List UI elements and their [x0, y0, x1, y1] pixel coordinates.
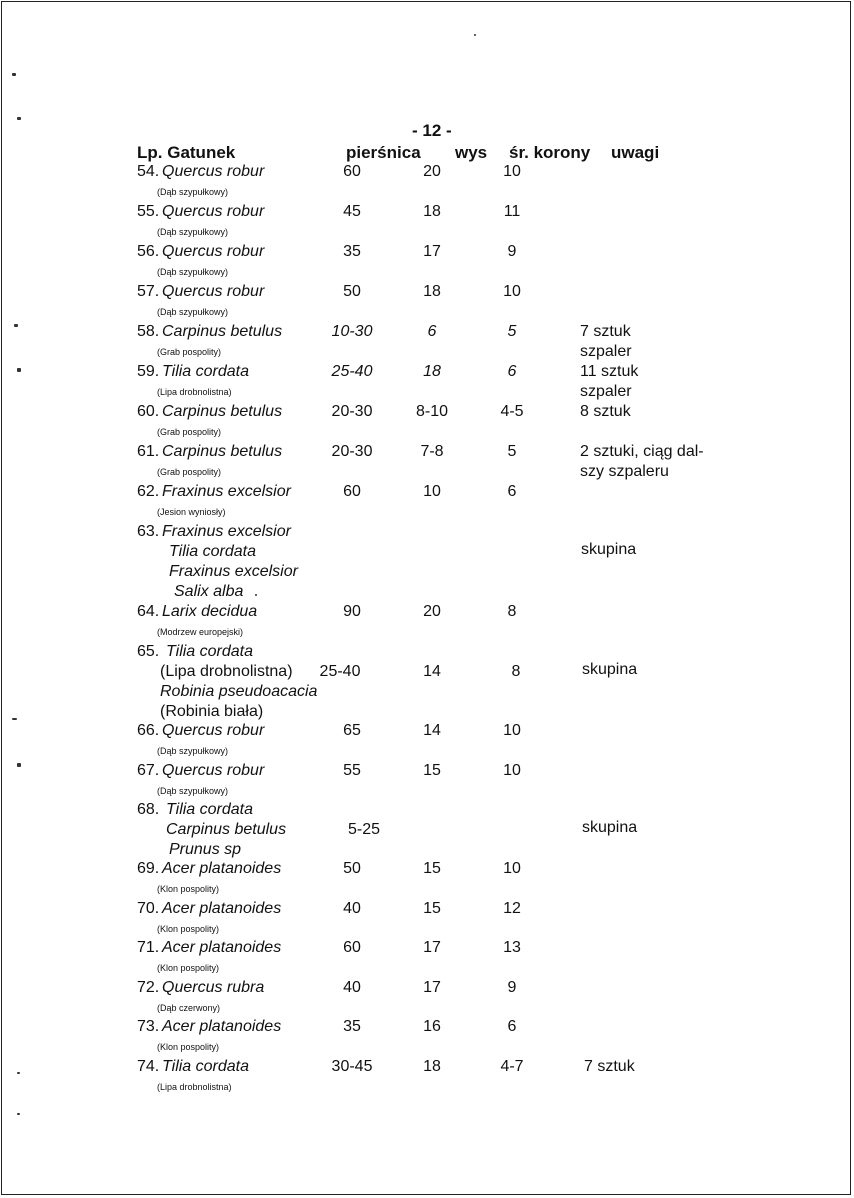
- uwagi-note: 8 sztuk: [580, 403, 631, 420]
- piersnica-value: 60: [343, 483, 361, 500]
- species-common-name: (Lipa drobnolistna): [157, 387, 232, 397]
- species-common-name: (Jesion wyniosły): [157, 507, 226, 517]
- species-latin-name: Quercus robur: [162, 283, 265, 300]
- uwagi-note: szpaler: [580, 383, 632, 400]
- species-common-name: (Dąb szypułkowy): [157, 786, 229, 796]
- species-latin-name: Larix decidua: [162, 603, 258, 620]
- row-number: 70.: [137, 899, 160, 917]
- scan-speck: [17, 1113, 20, 1115]
- korony-value: 12: [503, 899, 521, 917]
- species-common-name: (Dąb szypułkowy): [157, 227, 229, 237]
- korony-value: 10: [503, 163, 521, 180]
- korony-value: 4-5: [500, 403, 524, 420]
- scan-speck: [14, 324, 18, 327]
- uwagi-note: szy szpaleru: [580, 463, 669, 480]
- korony-value: 11: [503, 203, 521, 220]
- wys-value: 15: [423, 860, 441, 877]
- korony-value: 8: [507, 603, 517, 620]
- piersnica-value: 20-30: [331, 443, 373, 460]
- species-latin-name: Carpinus betulus: [162, 403, 283, 420]
- korony-value: 10: [503, 722, 521, 739]
- uwagi-note: 7 sztuk: [584, 1057, 635, 1075]
- row-number: 74.: [137, 1057, 160, 1075]
- species-latin-name: Quercus robur: [162, 762, 265, 779]
- species-common-name: (Klon pospolity): [157, 1042, 220, 1052]
- korony-value: 6: [507, 363, 517, 380]
- piersnica-value: 35: [343, 1018, 361, 1035]
- scan-speck: [474, 34, 476, 36]
- wys-value: 17: [423, 939, 441, 956]
- species-latin-name: Salix alba: [174, 583, 244, 600]
- header-wys: wys: [455, 143, 488, 162]
- row-number: 59.: [137, 363, 160, 380]
- species-common-name: (Klon pospolity): [157, 963, 220, 973]
- species-latin-name: Acer platanoides: [162, 939, 282, 956]
- species-common-name: (Dąb szypułkowy): [157, 267, 229, 277]
- piersnica-value: 5-25: [347, 821, 381, 838]
- species-latin-name: Fraxinus excelsior: [162, 523, 291, 540]
- korony-value: 13: [503, 939, 521, 956]
- korony-value: 6: [507, 483, 517, 500]
- wys-value: 7-8: [420, 443, 444, 460]
- uwagi-note: 11 sztuk: [580, 363, 639, 380]
- scan-speck: [12, 718, 17, 720]
- scan-speck: [17, 1072, 20, 1074]
- uwagi-note: 7 sztuk: [580, 323, 631, 340]
- page-border: [1, 1, 851, 1195]
- korony-value: 6: [507, 1018, 517, 1035]
- species-latin-name: Carpinus betulus: [162, 323, 283, 340]
- species-common-name: (Klon pospolity): [157, 923, 220, 934]
- row-number: 73.: [137, 1018, 160, 1035]
- wys-value: 16: [423, 1018, 441, 1035]
- species-common-name: (Modrzew europejski): [157, 627, 244, 637]
- wys-value: 18: [423, 363, 441, 380]
- row-number: 65.: [137, 643, 160, 660]
- wys-value: 14: [423, 722, 441, 739]
- row-number: 67.: [137, 762, 160, 779]
- page-number: - 12 -: [412, 121, 452, 140]
- piersnica-value: 40: [343, 899, 361, 917]
- species-common-name: (Grab pospolity): [157, 347, 222, 357]
- row-number: 64.: [137, 603, 160, 620]
- row-number: 61.: [137, 443, 160, 460]
- piersnica-value: 50: [343, 860, 361, 877]
- wys-value: 18: [423, 283, 441, 300]
- piersnica-value: 35: [343, 243, 361, 260]
- species-latin-name: Carpinus betulus: [166, 821, 287, 838]
- species-latin-name: Carpinus betulus: [162, 443, 283, 460]
- piersnica-value: 50: [343, 283, 361, 300]
- species-common-name: (Dąb szypułkowy): [157, 307, 229, 317]
- species-latin-name: Quercus robur: [162, 722, 265, 739]
- row-number: 58.: [137, 323, 160, 340]
- scan-speck: [17, 368, 21, 372]
- species-latin-name: Acer platanoides: [162, 899, 282, 917]
- species-latin-name: Quercus robur: [162, 203, 265, 220]
- uwagi-note: skupina: [582, 819, 638, 836]
- row-number: 60.: [137, 403, 160, 420]
- korony-value: 5: [507, 443, 517, 460]
- wys-value: 10: [423, 483, 441, 500]
- row-number: 63.: [137, 523, 160, 540]
- row-number: 57.: [137, 283, 160, 300]
- species-latin-name: Acer platanoides: [162, 1018, 282, 1035]
- row-number: 68.: [137, 801, 160, 818]
- row-number: 55.: [137, 203, 160, 220]
- species-latin-name: Quercus robur: [162, 243, 265, 260]
- row-number: 56.: [137, 243, 160, 260]
- scan-speck: [17, 763, 21, 767]
- uwagi-note: szpaler: [580, 343, 632, 360]
- wys-value: 20: [423, 603, 441, 620]
- species-latin-name: Robinia pseudoacacia: [160, 683, 318, 700]
- wys-value: 18: [423, 203, 441, 220]
- piersnica-value: 30-45: [331, 1057, 373, 1075]
- species-latin-name: Tilia cordata: [166, 801, 254, 818]
- piersnica-value: 60: [343, 163, 361, 180]
- korony-value: 10: [503, 762, 521, 779]
- species-latin-name: Tilia cordata: [166, 643, 254, 660]
- wys-value: 8-10: [415, 403, 449, 420]
- wys-value: 14: [423, 663, 441, 680]
- species-common-name: (Dąb szypułkowy): [157, 187, 229, 197]
- species-common-name: (Robinia biała): [160, 703, 264, 720]
- header-lp-gatunek: Lp. Gatunek: [137, 143, 236, 162]
- korony-value: 10: [503, 283, 521, 300]
- species-common-name: (Lipa drobnolistna): [157, 1081, 232, 1092]
- wys-value: 15: [423, 899, 441, 917]
- korony-value: 9: [507, 978, 517, 996]
- piersnica-value: 20-30: [331, 403, 373, 420]
- row-number: 72.: [137, 978, 160, 996]
- wys-value: 17: [423, 243, 441, 260]
- species-common-name: (Dąb szypułkowy): [157, 746, 229, 756]
- piersnica-value: 60: [343, 939, 361, 956]
- species-latin-name: Tilia cordata: [162, 363, 250, 380]
- header-uwagi: uwagi: [611, 143, 660, 162]
- row-number: 54.: [137, 163, 160, 180]
- uwagi-note: 2 sztuki, ciąg dal-: [580, 443, 704, 460]
- species-latin-name: Tilia cordata: [162, 1057, 250, 1075]
- korony-value: 9: [507, 243, 517, 260]
- scan-speck: [17, 117, 21, 120]
- piersnica-value: 55: [343, 762, 361, 779]
- wys-value: 20: [423, 163, 441, 180]
- piersnica-value: 25-40: [319, 663, 361, 680]
- uwagi-note: skupina: [582, 661, 638, 678]
- species-latin-name: Fraxinus excelsior: [169, 563, 298, 580]
- wys-value: 15: [423, 762, 441, 779]
- species-common-name: (Dąb czerwony): [157, 1002, 221, 1013]
- korony-value: 5: [507, 323, 517, 340]
- scan-speck: [12, 73, 16, 76]
- header-piersnica: pierśnica: [346, 143, 421, 162]
- row-number: 62.: [137, 483, 160, 500]
- species-common-name: (Grab pospolity): [157, 427, 222, 437]
- row-number: 71.: [137, 939, 160, 956]
- species-common-name: (Lipa drobnolistna): [160, 663, 293, 680]
- piersnica-value: 40: [343, 978, 361, 996]
- species-latin-name: Acer platanoides: [162, 860, 282, 877]
- wys-value: 17: [423, 978, 441, 996]
- species-latin-name: Prunus sp: [169, 841, 242, 858]
- piersnica-value: 90: [343, 603, 361, 620]
- scan-speck: [255, 594, 257, 596]
- species-common-name: (Klon pospolity): [157, 884, 220, 894]
- korony-value: 4-7: [500, 1057, 524, 1075]
- piersnica-value: 45: [343, 203, 361, 220]
- wys-value: 18: [423, 1057, 441, 1075]
- korony-value: 8: [511, 663, 521, 680]
- piersnica-value: 10-30: [331, 323, 373, 340]
- species-common-name: (Grab pospolity): [157, 467, 222, 477]
- piersnica-value: 25-40: [331, 363, 373, 380]
- uwagi-note: skupina: [581, 541, 637, 558]
- species-latin-name: Quercus robur: [162, 163, 265, 180]
- header-korony: śr. korony: [509, 143, 591, 162]
- wys-value: 6: [427, 323, 437, 340]
- species-latin-name: Fraxinus excelsior: [162, 483, 291, 500]
- row-number: 66.: [137, 722, 160, 739]
- species-latin-name: Quercus rubra: [162, 978, 265, 996]
- piersnica-value: 65: [343, 722, 361, 739]
- row-number: 69.: [137, 860, 160, 877]
- korony-value: 10: [503, 860, 521, 877]
- species-latin-name: Tilia cordata: [169, 543, 257, 560]
